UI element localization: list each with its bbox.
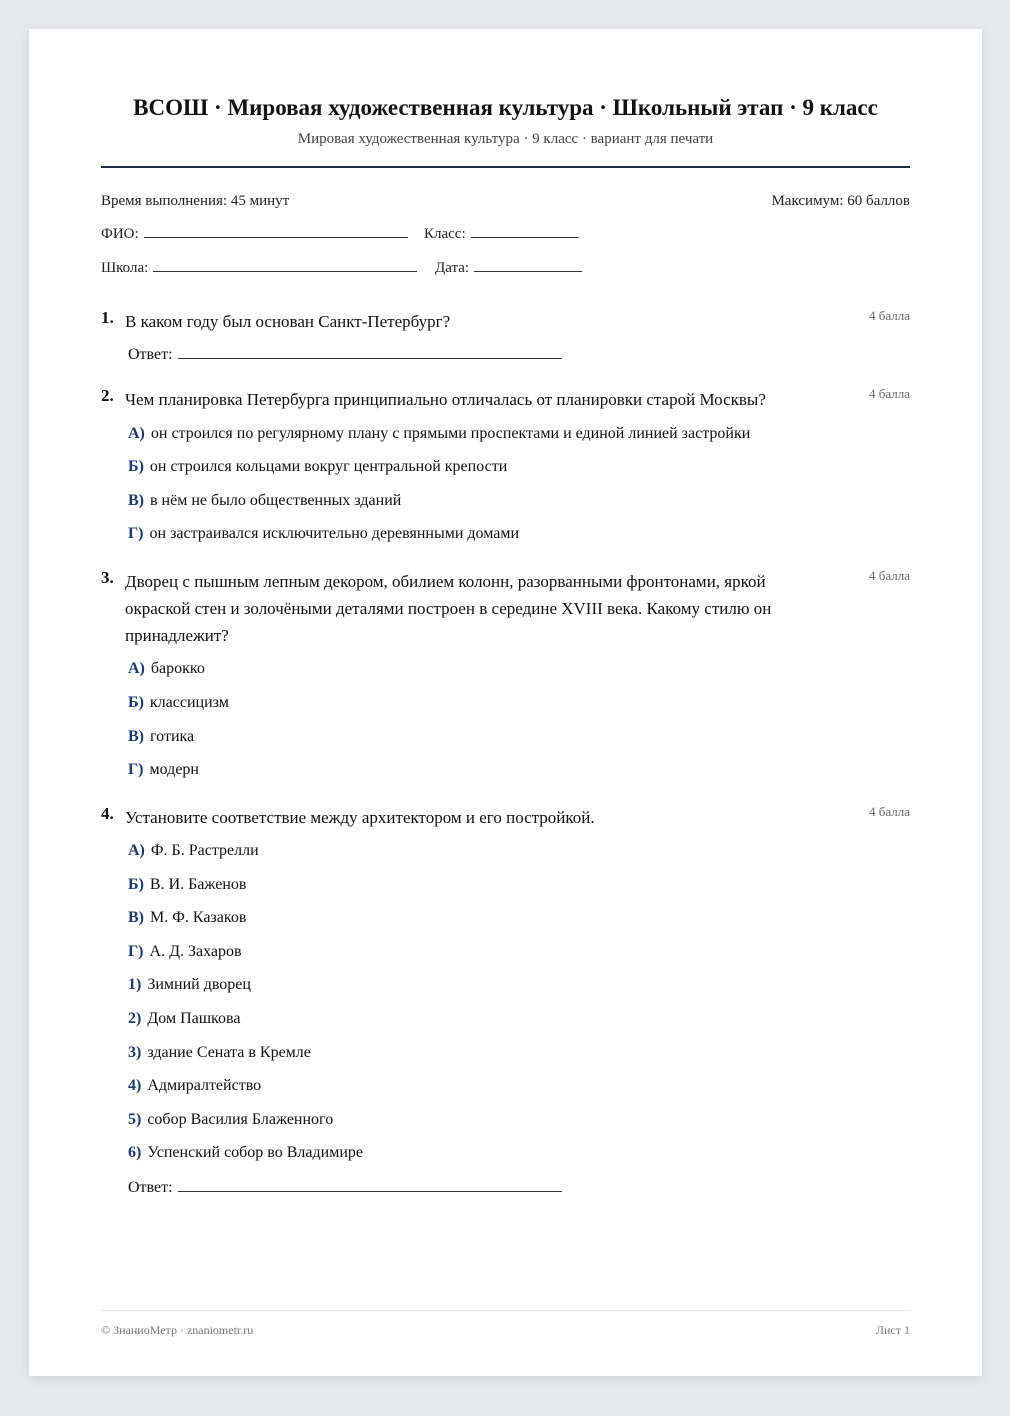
match-text: собор Василия Блаженного xyxy=(147,1111,334,1128)
match-item-6 xyxy=(128,1144,363,1162)
question-points: 4 балла xyxy=(869,804,910,819)
option-a[interactable] xyxy=(128,842,259,860)
max-score: Максимум: 60 баллов xyxy=(771,193,910,209)
option-a[interactable] xyxy=(128,660,205,678)
answer-line-4[interactable] xyxy=(128,1179,562,1197)
question-points: 4 балла xyxy=(869,386,910,401)
option-a[interactable] xyxy=(128,425,750,443)
option-label: Б) xyxy=(128,694,144,711)
date-blank[interactable] xyxy=(474,270,582,272)
match-label: 6) xyxy=(128,1144,142,1161)
date-label: Дата: xyxy=(435,260,470,276)
option-d[interactable] xyxy=(128,943,242,961)
option-text: модерн xyxy=(149,761,199,778)
match-text: Успенский собор во Владимире xyxy=(147,1144,363,1161)
answer-blank[interactable] xyxy=(178,1190,562,1192)
answer-blank[interactable] xyxy=(178,357,562,359)
match-item-2 xyxy=(128,1010,240,1028)
footer-divider xyxy=(101,1310,910,1311)
option-text: он строился по регулярному плану с прямыми проспектами и единой линией застройки xyxy=(150,425,751,442)
option-label: В) xyxy=(128,492,144,509)
school-field[interactable] xyxy=(101,260,417,277)
class-blank[interactable] xyxy=(471,236,579,238)
time-limit: Время выполнения: 45 минут xyxy=(101,193,290,209)
option-text: он застраивался исключительно деревянными домами xyxy=(149,525,520,542)
question-number: 1. xyxy=(101,308,114,327)
option-c[interactable] xyxy=(128,728,194,746)
match-label: 3) xyxy=(128,1044,142,1061)
option-b[interactable] xyxy=(128,458,507,476)
option-text: Ф. Б. Растрелли xyxy=(150,842,259,859)
question-text: В каком году был основан Санкт-Петербург? xyxy=(125,312,451,331)
match-label: 1) xyxy=(128,976,142,993)
fio-label: ФИО: xyxy=(101,226,139,242)
match-item-3 xyxy=(128,1044,311,1062)
option-label: В) xyxy=(128,909,144,926)
question-text: Дворец с пышным лепным декором, обилием колонн, разорванными фронтонами, яркой окраской стен и золочёными деталями построен в середине XVIII века. Какому стилю он принадлежит? xyxy=(125,572,772,645)
fio-blank[interactable] xyxy=(144,236,408,238)
option-label: Б) xyxy=(128,876,144,893)
option-text: он строился кольцами вокруг центральной крепости xyxy=(149,458,508,475)
option-text: классицизм xyxy=(149,694,229,711)
match-label: 2) xyxy=(128,1010,142,1027)
footer-copyright: © ЗнаниоМетр · znaniometr.ru xyxy=(101,1323,254,1337)
match-text: Дом Пашкова xyxy=(147,1010,241,1027)
header-divider xyxy=(101,166,910,168)
option-label: В) xyxy=(128,728,144,745)
option-d[interactable] xyxy=(128,525,519,543)
option-text: В. И. Баженов xyxy=(149,876,247,893)
question-number: 3. xyxy=(101,568,114,587)
question-number: 4. xyxy=(101,804,114,823)
page-number: Лист 1 xyxy=(875,1323,910,1337)
option-label: А) xyxy=(128,425,145,442)
match-item-5 xyxy=(128,1111,333,1129)
option-text: в нём не было общественных зданий xyxy=(150,492,402,509)
school-blank[interactable] xyxy=(153,270,417,272)
option-text: А. Д. Захаров xyxy=(149,943,242,960)
question-text: Чем планировка Петербурга принципиально отличалась от планировки старой Москвы? xyxy=(125,390,766,409)
match-text: здание Сената в Кремле xyxy=(147,1044,311,1061)
worksheet-page xyxy=(29,29,982,1376)
option-label: Б) xyxy=(128,458,144,475)
answer-label: Ответ: xyxy=(128,346,173,363)
option-c[interactable] xyxy=(128,909,246,927)
match-text: Адмиралтейство xyxy=(147,1077,262,1094)
class-field[interactable] xyxy=(424,226,579,243)
option-text: барокко xyxy=(150,660,205,677)
option-label: Г) xyxy=(128,525,144,542)
match-item-1 xyxy=(128,976,251,994)
question-points: 4 балла xyxy=(869,568,910,583)
option-label: А) xyxy=(128,660,145,677)
question-text: Установите соответствие между архитектором и его постройкой. xyxy=(125,808,595,827)
option-text: М. Ф. Казаков xyxy=(150,909,247,926)
match-label: 5) xyxy=(128,1111,142,1128)
option-text: готика xyxy=(150,728,195,745)
option-d[interactable] xyxy=(128,761,199,779)
option-label: А) xyxy=(128,842,145,859)
page-title: ВСОШ · Мировая художественная культура · Школьный этап · 9 класс xyxy=(133,95,878,120)
option-b[interactable] xyxy=(128,694,229,712)
question-points: 4 балла xyxy=(869,308,910,323)
answer-line-1[interactable] xyxy=(128,346,562,364)
page-subtitle: Мировая художественная культура · 9 класс · вариант для печати xyxy=(297,131,714,147)
option-c[interactable] xyxy=(128,492,401,510)
fio-field[interactable] xyxy=(101,226,408,243)
option-b[interactable] xyxy=(128,876,246,894)
school-label: Школа: xyxy=(101,260,149,276)
match-label: 4) xyxy=(128,1077,142,1094)
option-label: Г) xyxy=(128,943,144,960)
match-item-4 xyxy=(128,1077,261,1095)
match-text: Зимний дворец xyxy=(147,976,251,993)
option-label: Г) xyxy=(128,761,144,778)
class-label: Класс: xyxy=(424,226,466,242)
question-number: 2. xyxy=(101,386,114,405)
page-content xyxy=(101,29,910,1376)
date-field[interactable] xyxy=(435,260,582,277)
answer-label: Ответ: xyxy=(128,1179,173,1196)
